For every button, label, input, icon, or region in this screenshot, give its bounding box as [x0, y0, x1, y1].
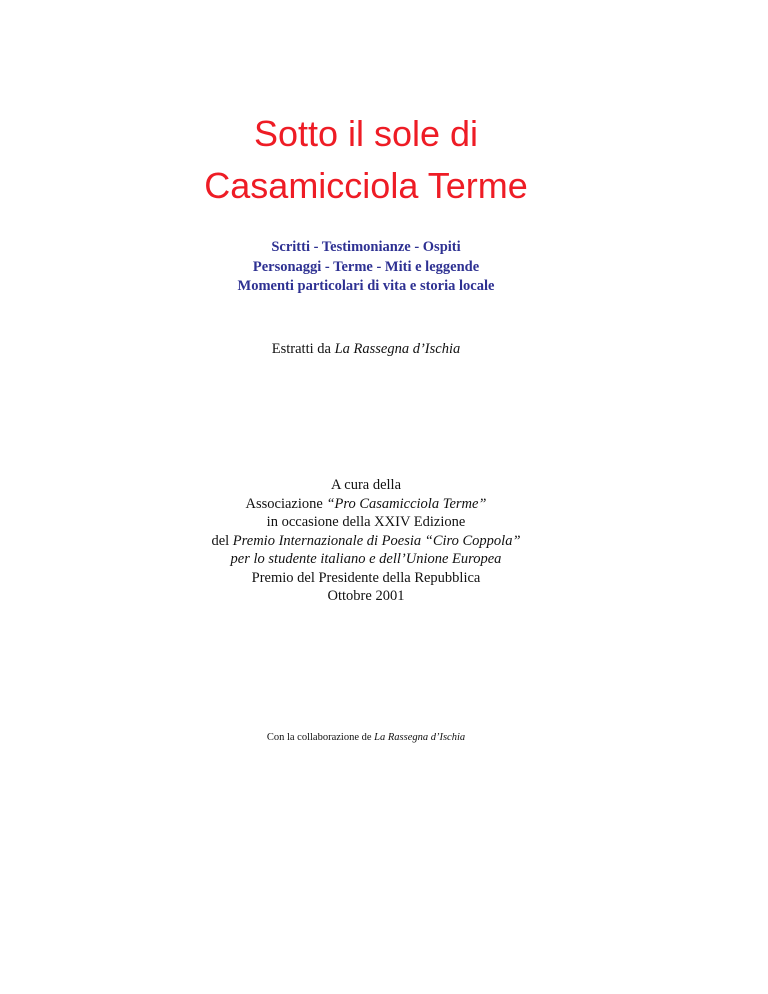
collaboration-source: La Rassegna d’Ischia [374, 732, 466, 743]
extract-prefix: Estratti da [271, 341, 335, 357]
subtitle-line-1: Scritti - Testimonianze - Ospiti [271, 239, 461, 255]
title-line-2: Casamicciola Terme [204, 165, 528, 206]
credits-date: Ottobre 2001 [327, 588, 405, 604]
collaboration-prefix: Con la collaborazione de [266, 732, 375, 743]
page-title [0, 108, 732, 212]
extract-source: La Rassegna d’Ischia [334, 341, 461, 357]
credits-association-name: “Pro Casamicciola Terme” [326, 495, 487, 512]
extract-note [0, 340, 732, 359]
subtitle-line-2: Personaggi - Terme - Miti e leggende [252, 258, 480, 275]
credits-line-4 [0, 532, 732, 551]
title-line-1: Sotto il sole di [253, 113, 479, 154]
credits-line-6: Premio del Presidente della Repubblica [251, 569, 481, 586]
credits-award-prefix: del [211, 532, 233, 549]
credits-line-1: A cura della [330, 477, 402, 493]
credits-award-name: Premio Internazionale di Poesia “Ciro Coppola” [232, 532, 521, 549]
credits-line-3: in occasione della XXIV Edizione [266, 514, 466, 530]
subtitle-block [0, 238, 732, 297]
credits-line-5: per lo studente italiano e dell’Unione Europea [230, 551, 502, 567]
subtitle-line-3: Momenti particolari di vita e storia locale [237, 278, 495, 294]
collaboration-note [0, 731, 732, 745]
credits-association-prefix: Associazione [245, 495, 327, 512]
credits-line-2 [0, 495, 732, 514]
credits-block [0, 476, 732, 606]
